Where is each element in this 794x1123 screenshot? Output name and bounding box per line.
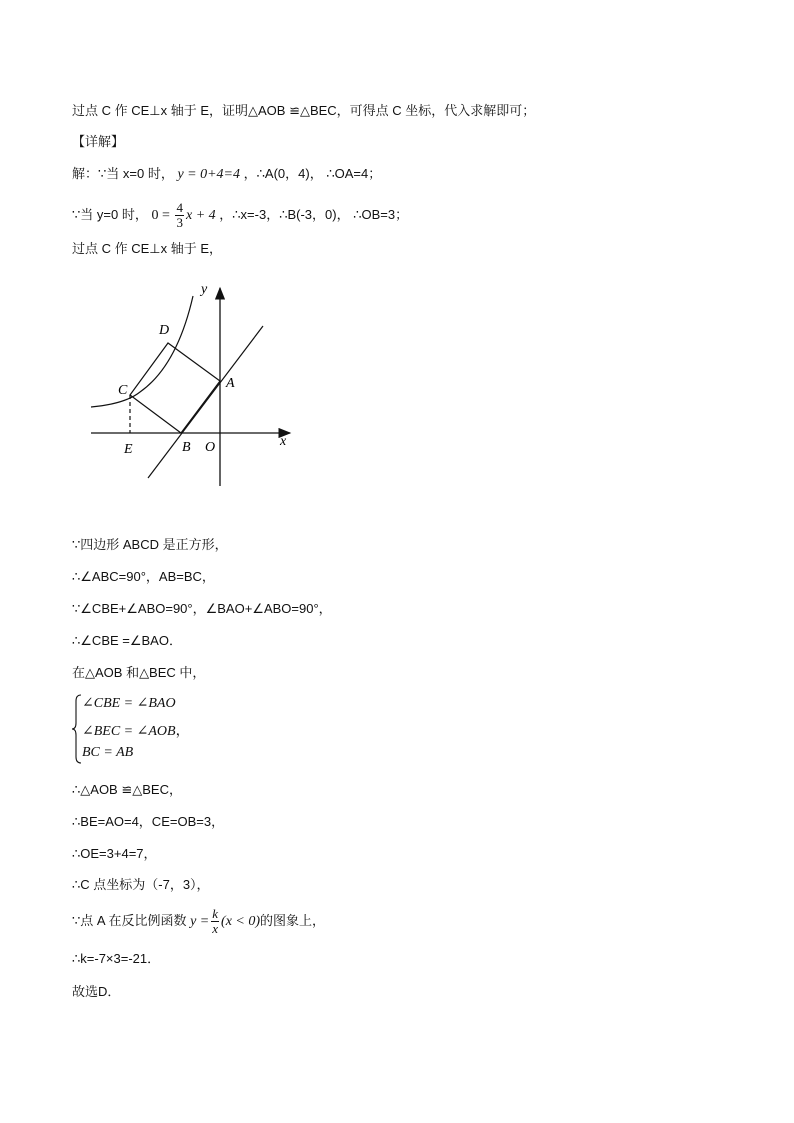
equation-right: x + 4 — [185, 208, 216, 223]
congruence-system — [72, 693, 232, 765]
equation-left: y = — [190, 914, 210, 929]
label-d: D — [159, 323, 170, 338]
equation: ∠BEC = ∠AOB — [82, 724, 176, 739]
geometry-figure — [85, 276, 300, 491]
proof-line-8: ∴OE=3+4=7， — [72, 846, 157, 861]
solution-line-2 — [72, 198, 408, 233]
label-x: x — [280, 434, 287, 449]
proof-line-2: ∴∠ABC=90°，AB=BC， — [72, 569, 215, 584]
proof-line-3: ∵∠CBE+∠ABO=90°，∠BAO+∠ABO=90°， — [72, 601, 332, 616]
numerator: k — [212, 906, 219, 922]
label-y: y — [201, 282, 208, 297]
denominator: 3 — [176, 215, 183, 231]
fraction-four-thirds — [175, 201, 184, 230]
text: ∵当 y=0 时， — [72, 207, 148, 222]
proof-line-7: ∴BE=AO=4，CE=OB=3， — [72, 814, 225, 829]
left-brace — [72, 693, 82, 765]
equation-left: 0 = — [151, 208, 170, 223]
proof-line-11: ∴k=-7×3=-21． — [72, 951, 161, 966]
system-row-2 — [82, 720, 190, 740]
proof-line-5: 在△AOB 和△BEC 中， — [72, 665, 206, 680]
proof-line-6: ∴△AOB ≌△BEC， — [72, 782, 182, 797]
proof-line-10 — [72, 902, 325, 941]
fraction-k-over-x — [211, 907, 219, 936]
detail-heading: 【详解】 — [72, 134, 125, 149]
hint-line: 过点 C 作 CE⊥x 轴于 E，证明△AOB ≌△BEC，可得点 C 坐标，代入求解即可； — [72, 103, 536, 118]
square-abcd — [130, 343, 220, 433]
system-row-3: BC = AB — [82, 745, 134, 760]
numerator: 4 — [176, 200, 183, 216]
system-row-1: ∠CBE = ∠BAO — [82, 696, 176, 711]
label-e: E — [124, 442, 133, 457]
label-o: O — [205, 440, 216, 455]
proof-line-1: ∵四边形 ABCD 是正方形， — [72, 537, 228, 552]
solution-line-1 — [72, 165, 381, 184]
denominator: x — [212, 921, 219, 937]
answer-line: 故选D． — [72, 984, 121, 999]
text: ，∴x=-3，∴B(-3，0)， ∴OB=3； — [219, 207, 409, 222]
comma: ， — [175, 724, 190, 739]
text: ，∴A(0，4)， ∴OA=4； — [243, 166, 382, 181]
text: ∵点 A 在反比例函数 — [72, 913, 187, 928]
label-a: A — [226, 376, 235, 391]
domain-condition: (x < 0) — [221, 914, 261, 929]
label-c: C — [118, 383, 128, 398]
text: 解：∵当 x=0 时， — [72, 166, 174, 181]
proof-line-9: ∴C 点坐标为（-7，3）， — [72, 877, 210, 892]
line-ab — [148, 326, 263, 478]
text: 的图象上， — [260, 913, 326, 928]
construction-line: 过点 C 作 CE⊥x 轴于 E， — [72, 241, 223, 256]
hyperbola-curve — [91, 296, 193, 407]
label-b: B — [182, 440, 191, 455]
equation: y = 0+4=4 — [177, 167, 241, 182]
proof-line-4: ∴∠CBE =∠BAO． — [72, 633, 182, 648]
